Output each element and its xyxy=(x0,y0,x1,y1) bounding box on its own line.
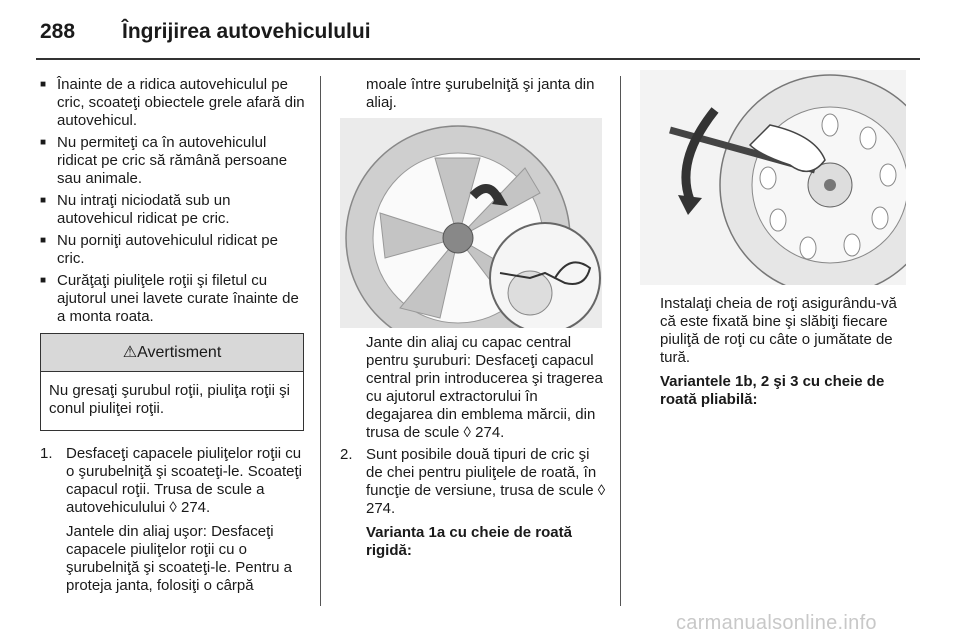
column-1 xyxy=(40,76,306,595)
step-1 xyxy=(40,445,306,595)
wrench-instruction: Instalaţi cheia de roţi asigurându-vă că este fixată bine şi slăbiţi fiecare piuliţă de roţi cu câte o jumătate de tură. xyxy=(660,295,897,366)
warning-box xyxy=(40,333,304,431)
step-paragraph: Jantele din aliaj uşor: Desfaceţi capacele piuliţelor roţii cu o şurubelniţă şi scoateţi-le. Pentru a proteja janta, folosiţi o cârpă xyxy=(66,523,292,594)
warning-header xyxy=(41,334,303,372)
step-text: Sunt posibile două tipuri de cric şi de chei pentru piuliţele de roată, în funcţie de versiune, trusa de scule ◊ 274. xyxy=(366,446,606,517)
list-item: ■ Curăţaţi piuliţele roţii şi filetul cu ajutorul unei lavete curate înainte de a monta roata. xyxy=(40,272,306,326)
warning-text: Nu gresaţi şurubul roţii, piuliţa roţii şi conul piuliţei roţii. xyxy=(49,382,290,417)
list-item: ■ Înainte de a ridica autovehiculul pe cric, scoateţi obiectele grele afară din autovehicul. xyxy=(40,76,306,130)
continued-text: moale între şurubelniţă şi janta din aliaj. xyxy=(366,76,595,111)
header-rule xyxy=(36,58,920,60)
step-number: 2. xyxy=(340,446,353,463)
page-header xyxy=(0,0,960,62)
variant-heading: Variantele 1b, 2 şi 3 cu cheie de roată pliabilă: xyxy=(660,373,885,408)
page-title: Îngrijirea autovehiculului xyxy=(122,20,371,43)
wheel-wrench-illustration xyxy=(640,70,906,285)
column-divider xyxy=(320,76,321,606)
page-number: 288 xyxy=(40,20,76,43)
list-item: ■ Nu porniţi autovehiculul ridicat pe cric. xyxy=(40,232,306,268)
alloy-wheel-illustration xyxy=(340,118,602,328)
column-divider xyxy=(620,76,621,606)
step-number: 1. xyxy=(40,445,53,462)
footer-watermark: carmanualsonline.info xyxy=(676,612,877,634)
step-text: Desfaceţi capacele piuliţelor roţii cu o şurubelniţă şi scoateţi-le. Scoateţi capacul roţii. Trusa de scule a autovehiculului ◊ 274. xyxy=(66,445,302,516)
list-item: ■ Nu intraţi niciodată sub un autovehicul ridicat pe cric. xyxy=(40,192,306,228)
column-3 xyxy=(640,76,906,409)
list-item: ■ Nu permiteţi ca în autovehiculul ridicat pe cric să rămână persoane sau animale. xyxy=(40,134,306,188)
warning-title: Avertisment xyxy=(137,343,222,361)
column-2 xyxy=(340,76,606,560)
warning-icon: ⚠ xyxy=(122,343,138,361)
precaution-list xyxy=(40,76,306,326)
variant-heading: Varianta 1a cu cheie de roată rigidă: xyxy=(366,524,572,559)
alloy-caption: Jante din aliaj cu capac central pentru şuruburi: Desfaceţi capacul central prin introducerea şi tragerea cu ajutorul extractorului în degajarea din emblema mărcii, din trusa de scule ◊ 274. xyxy=(366,334,603,441)
step-2 xyxy=(340,446,606,560)
